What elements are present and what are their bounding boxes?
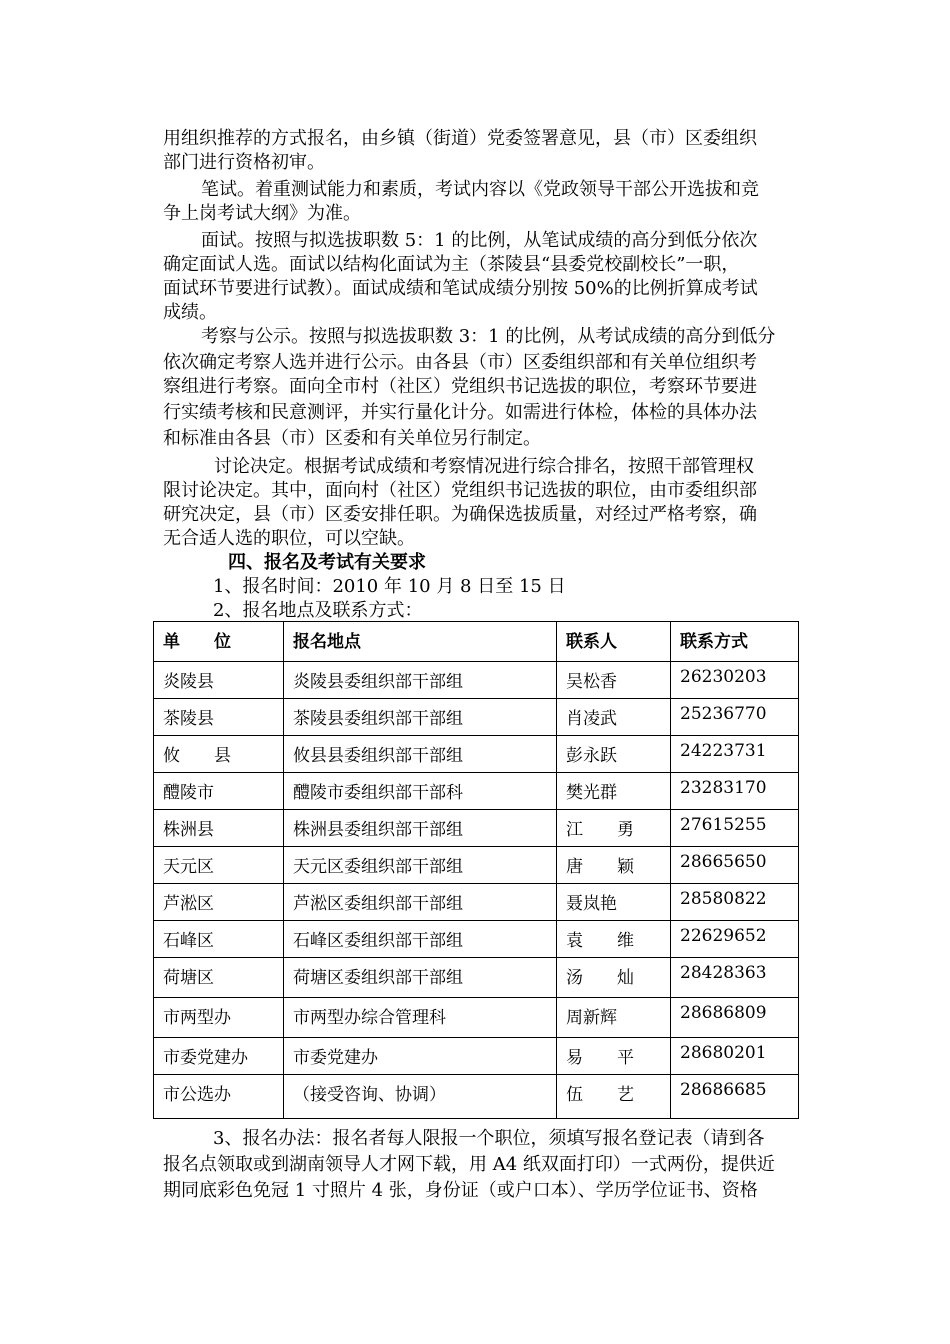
cell-contact: 肖凌武 bbox=[557, 699, 671, 736]
cell-phone: 28686809 bbox=[671, 998, 799, 1038]
cell-contact: 江 勇 bbox=[557, 810, 671, 847]
cell-phone: 22629652 bbox=[671, 921, 799, 958]
registration-method: 3、报名办法：报名者每人限报一个职位，须填写报名登记表（请到各 bbox=[213, 1128, 765, 1149]
table-row bbox=[154, 810, 799, 847]
cell-location: 醴陵市委组织部干部科 bbox=[284, 773, 557, 810]
cell-location: 荷塘区委组织部干部组 bbox=[284, 958, 557, 998]
header-phone: 联系方式 bbox=[671, 622, 799, 662]
header-location: 报名地点 bbox=[284, 622, 557, 662]
paragraph-line: 和标准由各县（市）区委和有关单位另行制定。 bbox=[163, 428, 541, 449]
table-header-row bbox=[154, 622, 799, 662]
cell-unit: 市委党建办 bbox=[154, 1038, 284, 1075]
paragraph-line: 无合适人选的职位，可以空缺。 bbox=[163, 528, 415, 549]
cell-unit: 芦淞区 bbox=[154, 884, 284, 921]
cell-phone: 27615255 bbox=[671, 810, 799, 847]
cell-unit: 攸 县 bbox=[154, 736, 284, 773]
cell-phone: 28680201 bbox=[671, 1038, 799, 1075]
paragraph-line: 确定面试人选。面试以结构化面试为主（茶陵县“县委党校副校长”一职， bbox=[163, 254, 740, 275]
cell-unit: 天元区 bbox=[154, 847, 284, 884]
cell-phone: 25236770 bbox=[671, 699, 799, 736]
paragraph-line: 限讨论决定。其中，面向村（社区）党组织书记选拔的职位，由市委组织部 bbox=[163, 480, 757, 501]
paragraph-line: 争上岗考试大纲》为准。 bbox=[163, 203, 361, 224]
cell-location: 市两型办综合管理科 bbox=[284, 998, 557, 1038]
contacts-table bbox=[153, 621, 799, 1119]
cell-contact: 唐 颖 bbox=[557, 847, 671, 884]
cell-unit: 荷塘区 bbox=[154, 958, 284, 998]
paragraph-line: 部门进行资格初审。 bbox=[163, 152, 325, 173]
cell-unit: 醴陵市 bbox=[154, 773, 284, 810]
section-heading: 四、报名及考试有关要求 bbox=[228, 552, 426, 573]
cell-location: （接受咨询、协调） bbox=[284, 1075, 557, 1119]
paragraph-interview: 面试。按照与拟选拔职数 5：1 的比例，从笔试成绩的高分到低分依次 bbox=[201, 230, 758, 251]
cell-location: 芦淞区委组织部干部组 bbox=[284, 884, 557, 921]
paragraph-line: 依次确定考察人选并进行公示。由各县（市）区委组织部和有关单位组织考 bbox=[163, 352, 757, 373]
cell-contact: 周新辉 bbox=[557, 998, 671, 1038]
paragraph-line: 察组进行考察。面向全市村（社区）党组织书记选拔的职位，考察环节要进 bbox=[163, 376, 757, 397]
cell-contact: 袁 维 bbox=[557, 921, 671, 958]
table-row bbox=[154, 847, 799, 884]
cell-contact: 吴松香 bbox=[557, 662, 671, 699]
cell-unit: 市两型办 bbox=[154, 998, 284, 1038]
paragraph-line: 报名点领取或到湖南领导人才网下载，用 A4 纸双面打印）一式两份，提供近 bbox=[163, 1154, 775, 1175]
cell-contact: 樊光群 bbox=[557, 773, 671, 810]
cell-unit: 茶陵县 bbox=[154, 699, 284, 736]
cell-phone: 28665650 bbox=[671, 847, 799, 884]
paragraph-line: 成绩。 bbox=[163, 302, 217, 323]
cell-contact: 彭永跃 bbox=[557, 736, 671, 773]
cell-location: 天元区委组织部干部组 bbox=[284, 847, 557, 884]
cell-phone: 28428363 bbox=[671, 958, 799, 998]
cell-phone: 26230203 bbox=[671, 662, 799, 699]
cell-location: 炎陵县委组织部干部组 bbox=[284, 662, 557, 699]
cell-location: 市委党建办 bbox=[284, 1038, 557, 1075]
cell-unit: 市公选办 bbox=[154, 1075, 284, 1119]
registration-location-title: 2、报名地点及联系方式： bbox=[213, 600, 423, 621]
cell-phone: 23283170 bbox=[671, 773, 799, 810]
table-row bbox=[154, 884, 799, 921]
cell-contact: 伍 艺 bbox=[557, 1075, 671, 1119]
cell-phone: 28686685 bbox=[671, 1075, 799, 1119]
header-contact-person: 联系人 bbox=[557, 622, 671, 662]
paragraph-line: 用组织推荐的方式报名，由乡镇（街道）党委签署意见，县（市）区委组织 bbox=[163, 128, 757, 149]
cell-location: 石峰区委组织部干部组 bbox=[284, 921, 557, 958]
paragraph-written-exam: 笔试。着重测试能力和素质，考试内容以《党政领导干部公开选拔和竞 bbox=[201, 179, 759, 200]
table-row bbox=[154, 1038, 799, 1075]
cell-contact: 汤 灿 bbox=[557, 958, 671, 998]
paragraph-inspection: 考察与公示。按照与拟选拔职数 3：1 的比例，从考试成绩的高分到低分 bbox=[201, 326, 776, 347]
table-row bbox=[154, 662, 799, 699]
header-unit: 单 位 bbox=[154, 622, 284, 662]
cell-contact: 聂岚艳 bbox=[557, 884, 671, 921]
cell-phone: 28580822 bbox=[671, 884, 799, 921]
table-row bbox=[154, 773, 799, 810]
paragraph-line: 研究决定，县（市）区委安排任职。为确保选拔质量，对经过严格考察，确 bbox=[163, 504, 757, 525]
table-row bbox=[154, 921, 799, 958]
cell-location: 株洲县委组织部干部组 bbox=[284, 810, 557, 847]
table-row bbox=[154, 958, 799, 998]
paragraph-line: 期同底彩色免冠 1 寸照片 4 张，身份证（或户口本）、学历学位证书、资格 bbox=[163, 1180, 758, 1201]
paragraph-decision: 讨论决定。根据考试成绩和考察情况进行综合排名，按照干部管理权 bbox=[214, 456, 754, 477]
cell-location: 茶陵县委组织部干部组 bbox=[284, 699, 557, 736]
cell-location: 攸县县委组织部干部组 bbox=[284, 736, 557, 773]
registration-time: 1、报名时间：2010 年 10 月 8 日至 15 日 bbox=[213, 576, 566, 597]
cell-unit: 炎陵县 bbox=[154, 662, 284, 699]
cell-contact: 易 平 bbox=[557, 1038, 671, 1075]
cell-unit: 株洲县 bbox=[154, 810, 284, 847]
cell-phone: 24223731 bbox=[671, 736, 799, 773]
table-row bbox=[154, 998, 799, 1038]
paragraph-line: 行实绩考核和民意测评，并实行量化计分。如需进行体检，体检的具体办法 bbox=[163, 402, 757, 423]
cell-unit: 石峰区 bbox=[154, 921, 284, 958]
paragraph-line: 面试环节要进行试教）。面试成绩和笔试成绩分别按 50%的比例折算成考试 bbox=[163, 278, 758, 299]
table-row bbox=[154, 1075, 799, 1119]
table-row bbox=[154, 736, 799, 773]
table-row bbox=[154, 699, 799, 736]
